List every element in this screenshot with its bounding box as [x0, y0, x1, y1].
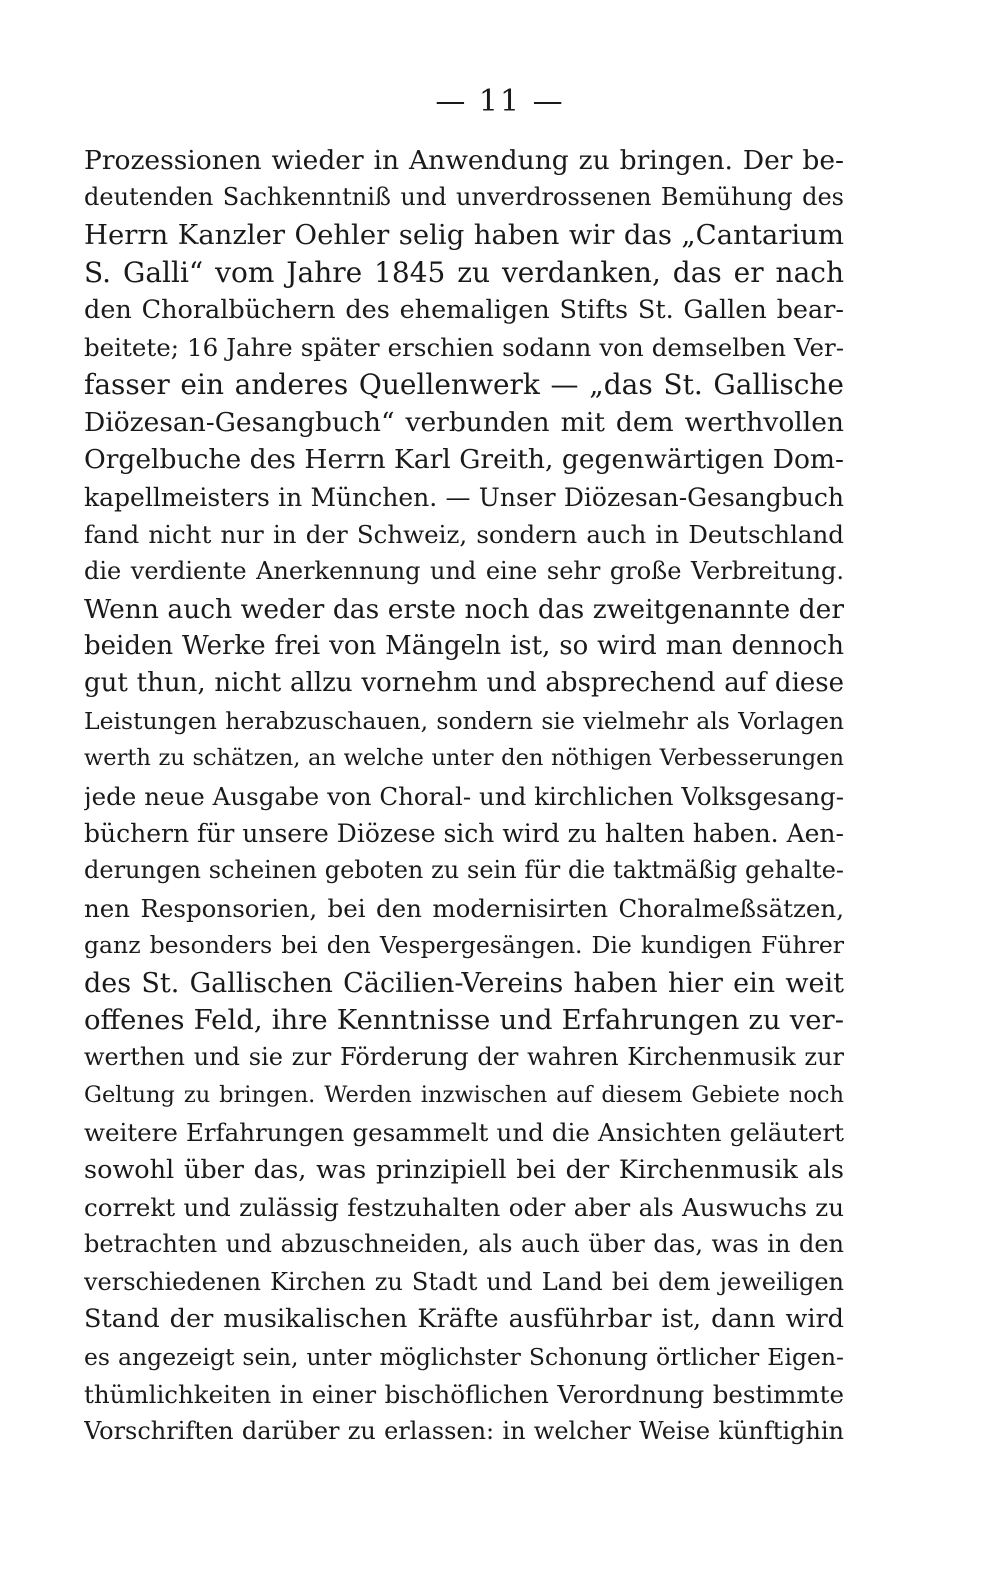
body-text: [84, 142, 844, 1451]
text-line: fand nicht nur in der Schweiz, sondern auch in Deutschland: [84, 519, 844, 549]
text-line: beiden Werke frei von Mängeln ist, so wird man dennoch: [84, 631, 844, 662]
text-line: werth zu schätzen, an welche unter den nöthigen Verbesserungen: [84, 745, 844, 772]
text-line: werthen und sie zur Förderung der wahren Kirchenmusik zur: [84, 1043, 844, 1072]
text-line: correkt und zulässig festzuhalten oder aber als Auswuchs zu: [84, 1192, 844, 1222]
text-line: fasser ein anderes Quellenwerk — „das St. Gallische: [84, 368, 844, 402]
text-line: Prozessionen wieder in Anwendung zu bringen. Der be-: [84, 145, 844, 176]
text-line: thümlichkeiten in einer bischöflichen Verordnung bestimmte: [84, 1379, 844, 1409]
page-number: — 11 —: [435, 84, 565, 119]
text-line: Wenn auch weder das erste noch das zweitgenannte der: [84, 593, 844, 625]
text-line: gut thun, nicht allzu vornehm und absprechend auf diese: [84, 668, 844, 699]
text-line: des St. Gallischen Cäcilien-Vereins haben hier ein weit: [84, 967, 844, 999]
text-line: Stand der musikalischen Kräfte ausführbar ist, dann wird: [84, 1304, 844, 1335]
text-line: S. Galli“ vom Jahre 1845 zu verdanken, das er nach: [84, 256, 844, 290]
text-line: Diözesan-Gesangbuch“ verbunden mit dem werthvollen: [84, 406, 844, 438]
text-line: Herrn Kanzler Oehler selig haben wir das „Cantarium: [84, 218, 844, 251]
text-line: büchern für unsere Diözese sich wird zu halten haben. Aen-: [84, 819, 844, 849]
text-line: Vorschriften darüber zu erlassen: in welcher Weise künftighin: [84, 1417, 844, 1446]
text-line: Geltung zu bringen. Werden inzwischen auf diesem Gebiete noch: [84, 1081, 844, 1108]
text-line: weitere Erfahrungen gesammelt und die Ansichten geläutert: [84, 1118, 844, 1148]
text-line: den Choralbüchern des ehemaligen Stifts St. Gallen bear-: [84, 294, 844, 325]
text-line: Leistungen herabzuschauen, sondern sie vielmehr als Vorlagen: [84, 706, 844, 735]
text-line: kapellmeisters in München. — Unser Diözesan-Gesangbuch: [84, 482, 844, 512]
text-line: jede neue Ausgabe von Choral- und kirchlichen Volksgesang-: [84, 781, 844, 811]
text-line: beitete; 16 Jahre später erschien sodann von demselben Ver-: [84, 332, 844, 362]
text-line: sowohl über das, was prinzipiell bei der Kirchenmusik als: [84, 1154, 844, 1185]
text-line: Orgelbuche des Herrn Karl Greith, gegenwärtigen Dom-: [84, 444, 844, 476]
text-line: ganz besonders bei den Vespergesängen. Die kundigen Führer: [84, 931, 844, 960]
text-line: nen Responsorien, bei den modernisirten Choralmeßsätzen,: [84, 893, 844, 923]
text-line: offenes Feld, ihre Kenntnisse und Erfahrungen zu ver-: [84, 1003, 844, 1036]
text-line: deutenden Sachkenntniß und unverdrossenen Bemühung des: [84, 183, 844, 212]
text-line: verschiedenen Kirchen zu Stadt und Land bei dem jeweiligen: [84, 1267, 844, 1296]
text-line: derungen scheinen geboten zu sein für die taktmäßig gehalte-: [84, 856, 844, 885]
text-line: es angezeigt sein, unter möglichster Schonung örtlicher Eigen-: [84, 1342, 844, 1371]
text-line: die verdiente Anerkennung und eine sehr große Verbreitung.: [84, 557, 844, 586]
text-line: betrachten und abzuschneiden, als auch über das, was in den: [84, 1230, 844, 1259]
